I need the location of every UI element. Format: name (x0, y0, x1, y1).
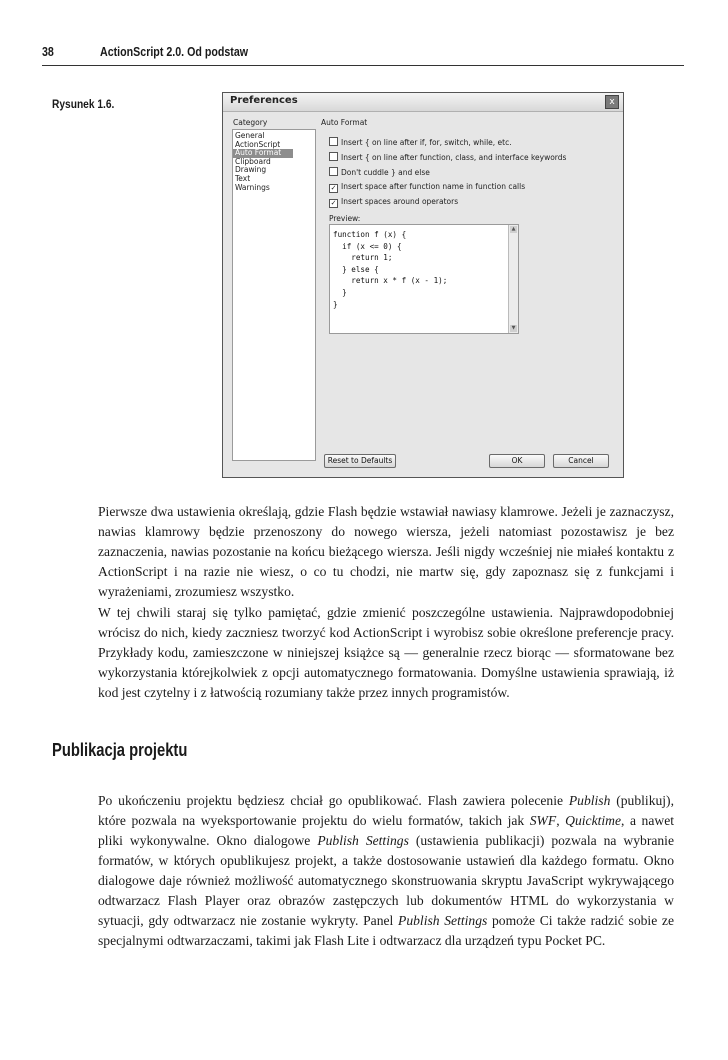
paragraph-3 (98, 791, 674, 951)
emphasis-swf: SWF (529, 813, 557, 828)
auto-format-label: Auto Format (321, 118, 368, 127)
scroll-down-icon[interactable]: ▼ (511, 325, 516, 331)
preview-label: Preview: (329, 214, 361, 223)
category-item-clipboard[interactable]: Clipboard (235, 156, 271, 166)
category-item-auto-format[interactable]: Auto Format (233, 149, 293, 158)
close-icon[interactable]: x (605, 95, 619, 109)
category-label: Category (233, 118, 268, 127)
running-title: ActionScript 2.0. Od podstaw (100, 44, 249, 59)
checkbox[interactable] (329, 137, 338, 146)
option-label: Insert spaces around operators (341, 197, 459, 206)
text-run: , (556, 813, 566, 828)
preview-scrollbar[interactable] (508, 225, 518, 333)
category-list[interactable] (232, 129, 316, 461)
text-run: Po ukończeniu projektu będziesz chciał go opublikować. Flash zawiera polecenie (98, 793, 569, 808)
checkbox[interactable] (329, 152, 338, 161)
figure-label: Rysunek 1.6. (52, 97, 115, 111)
category-item-text[interactable]: Text (235, 173, 251, 183)
option-spaces-around-operators[interactable] (329, 197, 458, 207)
cancel-button[interactable]: Cancel (553, 454, 609, 468)
preferences-dialog (222, 92, 624, 478)
checkbox-checked[interactable]: ✓ (330, 184, 337, 192)
paragraph-2: W tej chwili staraj się tylko pamiętać, gdzie zmienić poszczególne ustawienia. Najprawdopodobniej wrócisz do nich, kiedy zaczniesz tworzyć kod ActionScript i wyrobisz sobie określone preferencje pracy. Przykłady kodu, zamieszczone w niniejszej książce są — generalnie rzecz biorąc — sformatowane bez wykorzystania którejkolwiek z opcji automatycznego formatowania. Domyślne ustawienia sprawiają, iż kod jest czytelny i z łatwością rozumiany także przez innych programistów. (98, 605, 674, 700)
category-item-warnings[interactable]: Warnings (235, 182, 270, 192)
page-header (42, 44, 682, 64)
checkbox-checked[interactable]: ✓ (330, 199, 337, 207)
ok-button[interactable]: OK (489, 454, 545, 468)
preview-box (329, 224, 519, 334)
category-item-drawing[interactable]: Drawing (235, 165, 267, 175)
option-space-after-function-name[interactable] (329, 182, 525, 192)
option-label: Insert space after function name in function calls (341, 182, 526, 191)
text-run: pomoże Ci także radzić sobie ze specjalnymi odtwarzaczami, takimi jak Flash Lite i odtwarzacz dla urządzeń typu Pocket PC. (98, 913, 674, 948)
dialog-title: Preferences (230, 95, 298, 106)
option-dont-cuddle[interactable] (329, 167, 430, 177)
option-brace-after-if[interactable] (329, 137, 512, 147)
emphasis-publish: Publish (568, 793, 611, 808)
reset-to-defaults-button[interactable]: Reset to Defaults (324, 454, 396, 468)
preview-code: function f (x) { if (x <= 0) { return 1; } else { return x * f (x - 1); } } (333, 230, 448, 309)
option-label: Insert { on line after function, class, and interface keywords (341, 153, 567, 162)
dialog-titlebar (223, 93, 623, 112)
option-brace-after-function[interactable] (329, 152, 566, 162)
option-label: Don't cuddle } and else (341, 168, 430, 177)
section-heading: Publikacja projektu (52, 740, 188, 760)
emphasis-publish-settings: Publish Settings (317, 833, 409, 848)
category-item-actionscript[interactable]: ActionScript (235, 139, 281, 149)
text-run: (publikuj), które pozwala na wyeksportowanie projektu do wielu formatów, takich jak (98, 793, 674, 828)
header-rule (42, 65, 684, 66)
option-label: Insert { on line after if, for, switch, while, etc. (341, 138, 512, 147)
text-run: , a nawet pliki wykonywalne. Okno dialogowe (98, 813, 675, 848)
scroll-up-icon[interactable]: ▲ (511, 226, 516, 232)
emphasis-publish-settings: Publish Settings (398, 913, 488, 928)
checkbox[interactable] (329, 167, 338, 176)
category-item-general[interactable]: General (235, 131, 265, 140)
text-run: (ustawienia publikacji) pozwala na wybranie formatów, w których opublikujesz projekt, a także dostosowanie ustawień dla każdego formatu. Okno dialogowe daje również możliwość automatycznego skonstruowania skryptu JavaScript wykrywającego odtwarzacz Flash Player oraz obrazów zastępczych lub dokumentów HTML do wykorzystania w sytuacji, gdy odtwarzacz nie zostanie wykryty. Panel (98, 833, 674, 928)
emphasis-quicktime: Quicktime (565, 813, 622, 828)
paragraph-1: Pierwsze dwa ustawienia określają, gdzie Flash będzie wstawiał nawiasy klamrowe. Jeżeli je zaznaczysz, nawias klamrowy będzie przenoszony do nowego wiersza, jeżeli natomiast pozostawisz je bez zaznaczenia, nawias pozostanie na końcu bieżącego wiersza. Jeśli nigdy wcześniej nie miałeś kontaktu z ActionScript i na razie nie wiesz, o co tu chodzi, nie martw się, gdy zapoznasz się z funkcjami i wyrażeniami, zrozumiesz wszystko. (98, 504, 674, 599)
page-number: 38 (42, 44, 54, 59)
